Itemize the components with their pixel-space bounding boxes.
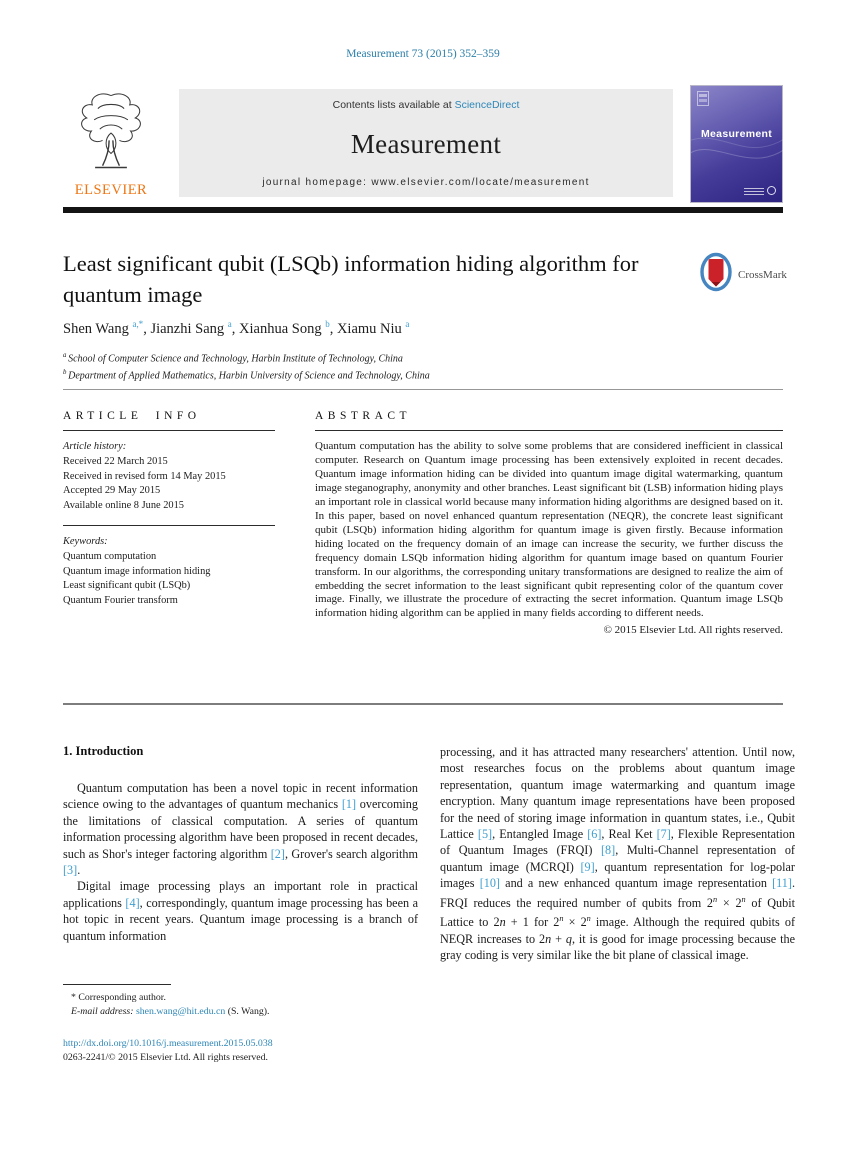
crossmark-icon [699,252,733,297]
text-segment: n [499,915,506,930]
info-mid-rule [63,525,275,526]
text-segment: , Flexible Representation of Quantum Images (FRQI) [440,827,795,858]
elsevier-tree-icon [73,89,149,180]
article-history [63,440,275,514]
text-segment: Quantum computation has been a novel topic in recent information science owing to the advantages of quantum mechanics [63,781,418,812]
reference-link[interactable]: [2] [270,846,285,861]
article-info-heading: ARTICLE INFO [63,410,201,422]
intro-paragraph-2 [63,878,418,944]
history-line: Received 22 March 2015 [63,455,168,467]
journal-cover-thumbnail[interactable] [690,85,783,203]
text-segment: , correspondingly, quantum image processing has been a hot topic in recent years. Quantum image processing is a branch of quantum information [63,895,419,943]
footnote-rule [63,984,171,985]
divider-rule [63,389,783,390]
crossmark-badge[interactable] [699,252,787,297]
text-segment: , Xiamu Niu [329,320,406,337]
abstract-text: Quantum computation has the ability to solve some problems that are considered inefficient in classical computer. Research on Quantum image processing has been extensively exploited in recent decades. Quantum image information hiding can be divided into quantum image digital watermarking, quantum image steganography, anonymity and other branches. Least significant bit (LSB) information hiding plays an important role in classical world because many information hiding algorithms are designed based on it. In this paper, based on novel enhanced quantum representation (NEQR), the concrete least significant qubit (LSQb) information hiding algorithm for quantum image is given firstly. Because information hiding located on the frequency domain of an image can increase the security, we further discuss the frequency domain LSQb information hiding algorithm for quantum image based on quantum Fourier transform. In our algorithms, the corresponding unitary transformations are designed to realize the aim of embedding the secret information to the least significant qubit representing color of the quantum cover image. Finally, we illustrate the procedure of extracting the secret information. Quantum image LSQb information hiding algorithm can be applied in many fields according to different needs. [315,440,783,620]
history-line: Received in revised form 14 May 2015 [63,470,226,482]
reference-link[interactable]: [8] [600,843,616,858]
text-segment: n [741,894,746,904]
text-segment: b [325,319,330,329]
abstract-column [315,410,783,636]
elsevier-logo [63,85,159,203]
keywords-block [63,535,275,609]
text-segment: School of Computer Science and Technology, Harbin Institute of Technology, China [68,353,403,365]
corresponding-author-note: * Corresponding author. [71,992,166,1003]
body-left-column [63,744,418,963]
author-list [63,319,409,338]
text-segment: × 2 [717,895,742,910]
cover-title: Measurement [701,128,772,140]
text-segment: , Multi-Channel representation of quantum image (MCRQI) [440,843,795,874]
abstract-rule [315,430,783,431]
text-segment: a [63,352,69,359]
text-segment: processing, and it has attracted many researchers' attention. Until now, most researches focus on the problems about quantum image representation, quantum image watermarking and quantum image encryption. Many quantum image representations have been proposed for the need of storing image information in quantum states, i.e., Qubit Lattice [440,745,795,842]
history-label: Article history: [63,441,127,452]
affiliation-a [63,349,430,366]
keyword-line: Quantum computation [63,550,157,562]
reference-link[interactable]: [1] [341,797,357,812]
text-segment: + 1 for 2 [505,915,560,930]
affiliation-b [63,366,430,383]
text-segment: Shen Wang [63,320,133,337]
inline-link[interactable]: ScienceDirect [454,99,520,111]
text-segment: . FRQI reduces the required number of qubits from 2 [440,876,795,910]
footer-block [63,1038,273,1063]
text-segment: , quantum representation for log-polar images [440,859,795,891]
journal-title: Measurement [350,128,502,159]
text-segment: , Entangled Image [492,827,588,842]
keyword-line: Least significant qubit (LSQb) [63,580,191,592]
text-segment: overcoming the limitations of classical computation. A series of quantum information processing algorithm have been proposed in recent decades, such as Shor's integer factoring algorithm [63,797,418,861]
cover-elsevier-mark-icon [744,186,776,195]
intro-paragraph-1 [63,780,418,878]
affiliations [63,349,430,383]
history-line: Available online 8 June 2015 [63,500,185,512]
text-segment: Department of Applied Mathematics, Harbin University of Science and Technology, China [68,370,430,382]
reference-link[interactable]: [5] [477,827,493,842]
text-segment: of Qubit Lattice to 2 [440,895,795,930]
text-segment: + [551,931,566,946]
inline-link[interactable]: shen.wang@hit.edu.cn [135,1005,226,1017]
header-divider-bar [63,207,783,213]
reference-link[interactable]: [6] [587,827,602,842]
body-right-column [440,744,795,963]
elsevier-wordmark: ELSEVIER [74,182,148,198]
abstract-copyright: © 2015 Elsevier Ltd. All rights reserved. [603,624,783,637]
reference-link[interactable]: [4] [125,895,140,910]
text-segment: Digital image processing plays an important role in practical applications [63,879,418,910]
reference-link[interactable]: [11] [772,876,792,891]
article-info-column [63,410,275,636]
text-segment: a,* [132,319,144,329]
text-segment: , it is good for image processing because the gray coding is very similar like the bit plane of classical image. [440,931,795,962]
doi-link[interactable]: http://dx.doi.org/10.1016/j.measurement.2015.05.038 [63,1038,273,1049]
issn-copyright-line: 0263-2241/© 2015 Elsevier Ltd. All rights reserved. [63,1052,268,1063]
text-segment: Contents lists available at [332,99,455,111]
text-segment: , Real Ket [601,827,657,842]
text-segment: q [565,931,572,946]
article-title: Least significant qubit (LSQb) information hiding algorithm for quantum image [63,251,639,307]
email-note [63,1005,420,1019]
reference-link[interactable]: [3] [63,863,78,878]
text-segment: , Jianzhi Sang [143,320,228,337]
journal-header [63,85,783,203]
text-segment: (S. Wang). [225,1005,270,1017]
article-body [63,744,795,963]
footnote-block [63,984,420,1018]
text-segment: E-mail address: [71,1005,136,1017]
journal-citation: Measurement 73 (2015) 352–359 [346,48,500,60]
introduction-heading: 1. Introduction [63,744,144,758]
journal-homepage-link[interactable]: journal homepage: www.elsevier.com/locate/measurement [262,177,590,188]
crossmark-label: CrossMark [738,268,787,281]
text-segment: n [713,894,718,904]
meta-section [63,410,783,636]
text-segment: a [405,319,410,329]
contents-list-line [333,99,520,111]
reference-link[interactable]: [10] [479,876,500,891]
intro-paragraph-3 [440,744,795,963]
reference-link[interactable]: [7] [656,827,671,842]
keywords-label: Keywords: [63,535,108,547]
article-info-rule [63,430,275,431]
text-segment: b [63,368,69,376]
keyword-line: Quantum Fourier transform [63,595,178,607]
reference-link[interactable]: [9] [580,859,595,874]
keyword-line: Quantum image information hiding [63,565,211,577]
text-segment: n [559,914,564,924]
text-segment: , Xianhua Song [231,320,326,337]
text-segment: , Grover's search algorithm [284,846,418,861]
text-segment: . [77,863,81,878]
keyword-lines [63,550,275,609]
history-line: Accepted 29 May 2015 [63,485,161,497]
banner-center [179,89,673,197]
text-segment: and a new enhanced quantum image representation [500,876,773,891]
text-segment: n [586,914,591,924]
history-lines [63,455,275,514]
abstract-heading: ABSTRACT [315,410,412,422]
text-segment: × 2 [563,915,587,930]
text-segment: image. Although the required qubits of NEQR increases to 2 [440,915,796,946]
text-segment: n [545,931,552,946]
section-divider-rule [63,703,783,705]
text-segment: a [227,319,232,329]
